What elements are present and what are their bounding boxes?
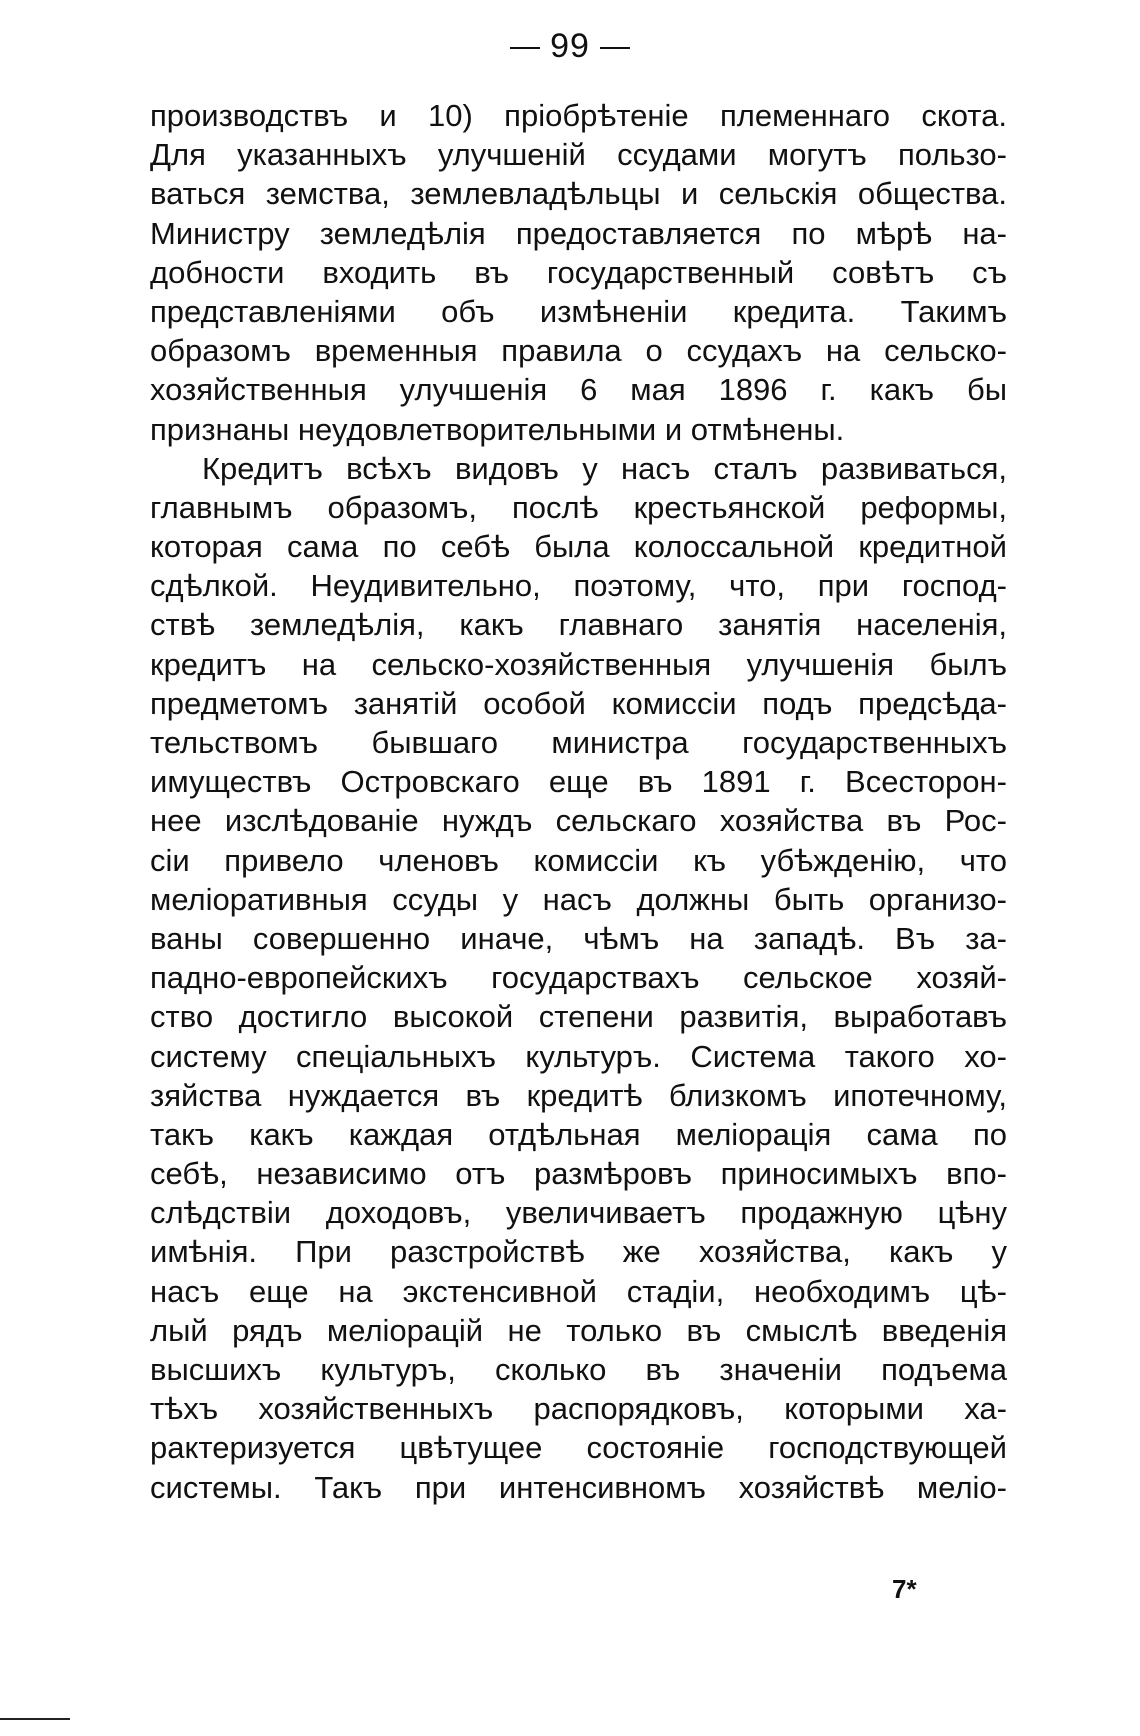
text-line: рактеризуется цвѣтущее состояніе господствующей bbox=[150, 1430, 1007, 1466]
text-line: которая сама по себѣ была колоссальной кредитной bbox=[150, 529, 1007, 565]
text-line: лый рядъ меліорацій не только въ смыслѣ введенія bbox=[150, 1312, 1007, 1348]
text-line: системы. Такъ при интенсивномъ хозяйствѣ меліо- bbox=[150, 1469, 1007, 1505]
text-line: тѣхъ хозяйственныхъ распорядковъ, которыми ха- bbox=[150, 1391, 1007, 1427]
text-line: предметомъ занятій особой комиссіи подъ предсѣда- bbox=[150, 685, 1007, 721]
text-line: производствъ и 10) пріобрѣтеніе племеннаго скота. bbox=[150, 98, 1007, 133]
page-number-value: 99 bbox=[550, 27, 590, 65]
text-line: признаны неудовлетворительными и отмѣнены. bbox=[150, 411, 845, 447]
text-line: ство достигло высокой степени развитія, выработавъ bbox=[150, 999, 1007, 1035]
text-line: такъ какъ каждая отдѣльная меліорація сама по bbox=[150, 1116, 1007, 1152]
text-line: Министру земледѣлія предоставляется по мѣрѣ на- bbox=[150, 215, 1007, 251]
text-line: высшихъ культуръ, сколько въ значеніи подъема bbox=[150, 1352, 1007, 1387]
body-text bbox=[150, 96, 1007, 1507]
text-line: хозяйственныя улучшенія 6 мая 1896 г. какъ бы bbox=[150, 372, 1007, 408]
text-line: образомъ временныя правила о ссудахъ на сельско- bbox=[150, 333, 1007, 369]
text-line: ваны совершенно иначе, чѣмъ на западѣ. Въ за- bbox=[150, 920, 1007, 956]
printer-signature-mark: 7* bbox=[892, 1574, 917, 1604]
text-line: сіи привело членовъ комиссіи къ убѣжденію, что bbox=[150, 842, 1007, 878]
text-line: Для указанныхъ улучшеній ссудами могутъ пользо- bbox=[150, 137, 1007, 173]
text-line: себѣ, независимо отъ размѣровъ приносимыхъ впо- bbox=[150, 1156, 1007, 1192]
text-line: насъ еще на экстенсивной стадіи, необходимъ цѣ- bbox=[150, 1273, 1007, 1309]
text-line: имѣнія. При разстройствѣ же хозяйства, какъ у bbox=[150, 1234, 1007, 1270]
scan-edge-rule bbox=[0, 1718, 70, 1720]
text-line: слѣдствіи доходовъ, увеличиваетъ продажную цѣну bbox=[150, 1195, 1007, 1231]
text-line: кредитъ на сельско-хозяйственныя улучшенія былъ bbox=[150, 646, 1007, 682]
text-line: падно-европейскихъ государствахъ сельское хозяй- bbox=[150, 960, 1007, 996]
text-line: ствѣ земледѣлія, какъ главнаго занятія населенія, bbox=[150, 607, 1007, 643]
text-line: тельствомъ бывшаго министра государственныхъ bbox=[150, 725, 1007, 760]
text-line: сдѣлкой. Неудивительно, поэтому, что, при господ- bbox=[150, 568, 1007, 604]
text-line: систему спеціальныхъ культуръ. Система такого хо- bbox=[150, 1038, 1007, 1074]
text-line: главнымъ образомъ, послѣ крестьянской реформы, bbox=[150, 489, 1007, 525]
page-number-left-dash bbox=[510, 47, 540, 49]
text-line: представленіями объ измѣненіи кредита. Такимъ bbox=[150, 293, 1007, 329]
text-line: нее изслѣдованіе нуждъ сельскаго хозяйства въ Рос- bbox=[150, 803, 1007, 839]
text-line: Кредитъ всѣхъ видовъ у насъ сталъ развиваться, bbox=[202, 450, 1007, 486]
text-line: добности входить въ государственный совѣтъ съ bbox=[150, 254, 1007, 290]
page-number-right-dash bbox=[600, 47, 630, 49]
text-line: ваться земства, землевладѣльцы и сельскія общества. bbox=[150, 176, 1007, 212]
page-number bbox=[0, 26, 1140, 66]
text-line: зяйства нуждается въ кредитѣ близкомъ ипотечному, bbox=[150, 1077, 1007, 1113]
text-line: имуществъ Островскаго еще въ 1891 г. Всесторон- bbox=[150, 764, 1007, 800]
text-line: меліоративныя ссуды у насъ должны быть организо- bbox=[150, 881, 1007, 917]
